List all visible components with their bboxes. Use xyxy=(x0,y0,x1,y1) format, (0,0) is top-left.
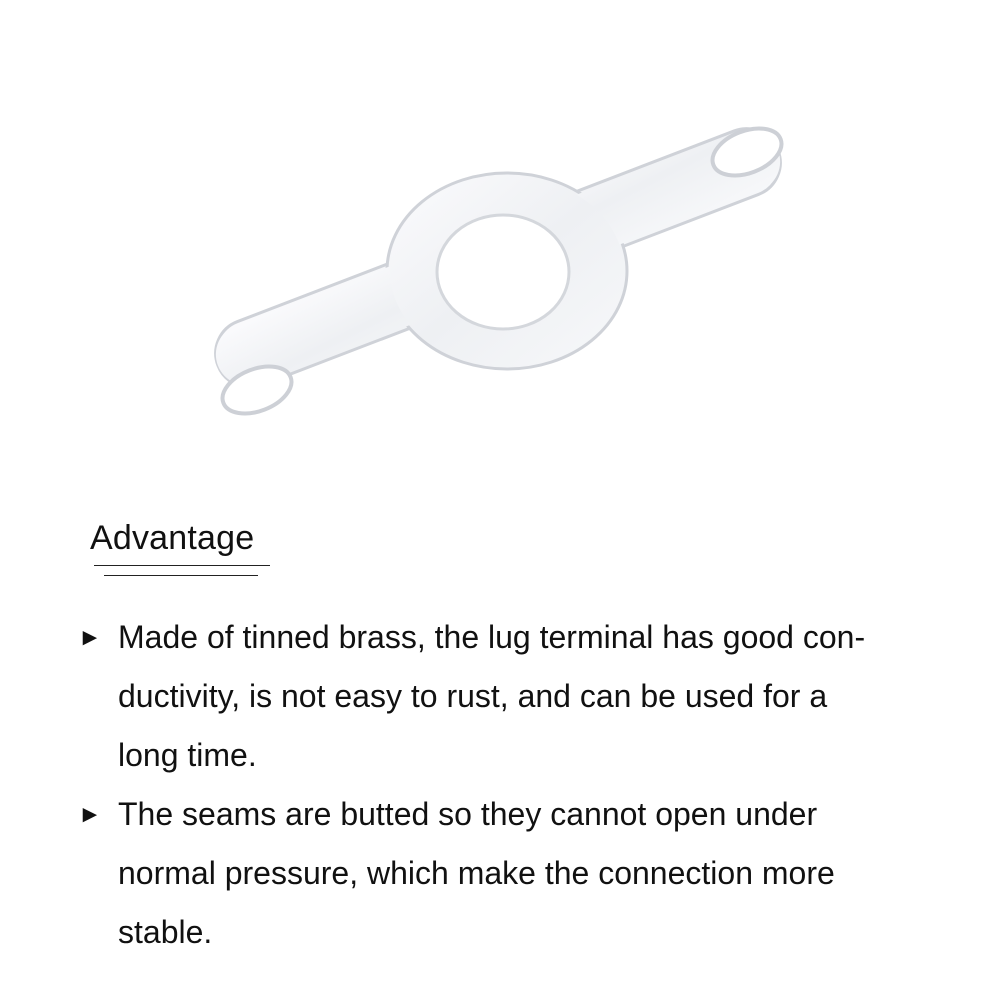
bullet-line: long time. xyxy=(118,737,257,773)
heading-block xyxy=(90,518,254,558)
bullet-line: Made of tinned brass, the lug terminal has good con- xyxy=(118,619,866,655)
bullet-line: The seams are butted so they cannot open under xyxy=(118,796,818,832)
section-heading: Advantage xyxy=(90,519,255,557)
lug-terminal-image xyxy=(0,0,1000,470)
triangle-bullet-icon: ► xyxy=(78,624,102,651)
heading-underline-top xyxy=(94,565,270,566)
advantage-item-seams xyxy=(78,785,958,962)
center-hole xyxy=(437,215,569,329)
bullet-line: stable. xyxy=(118,914,213,950)
advantage-list xyxy=(78,608,958,962)
bullet-line: ductivity, is not easy to rust, and can be used for a xyxy=(118,678,828,714)
advantage-item-conductivity xyxy=(78,608,958,785)
heading-underline-bottom xyxy=(104,575,258,576)
bullet-line: normal pressure, which make the connection more xyxy=(118,855,835,891)
lug-terminal-plate xyxy=(206,119,791,423)
triangle-bullet-icon: ► xyxy=(78,801,102,828)
